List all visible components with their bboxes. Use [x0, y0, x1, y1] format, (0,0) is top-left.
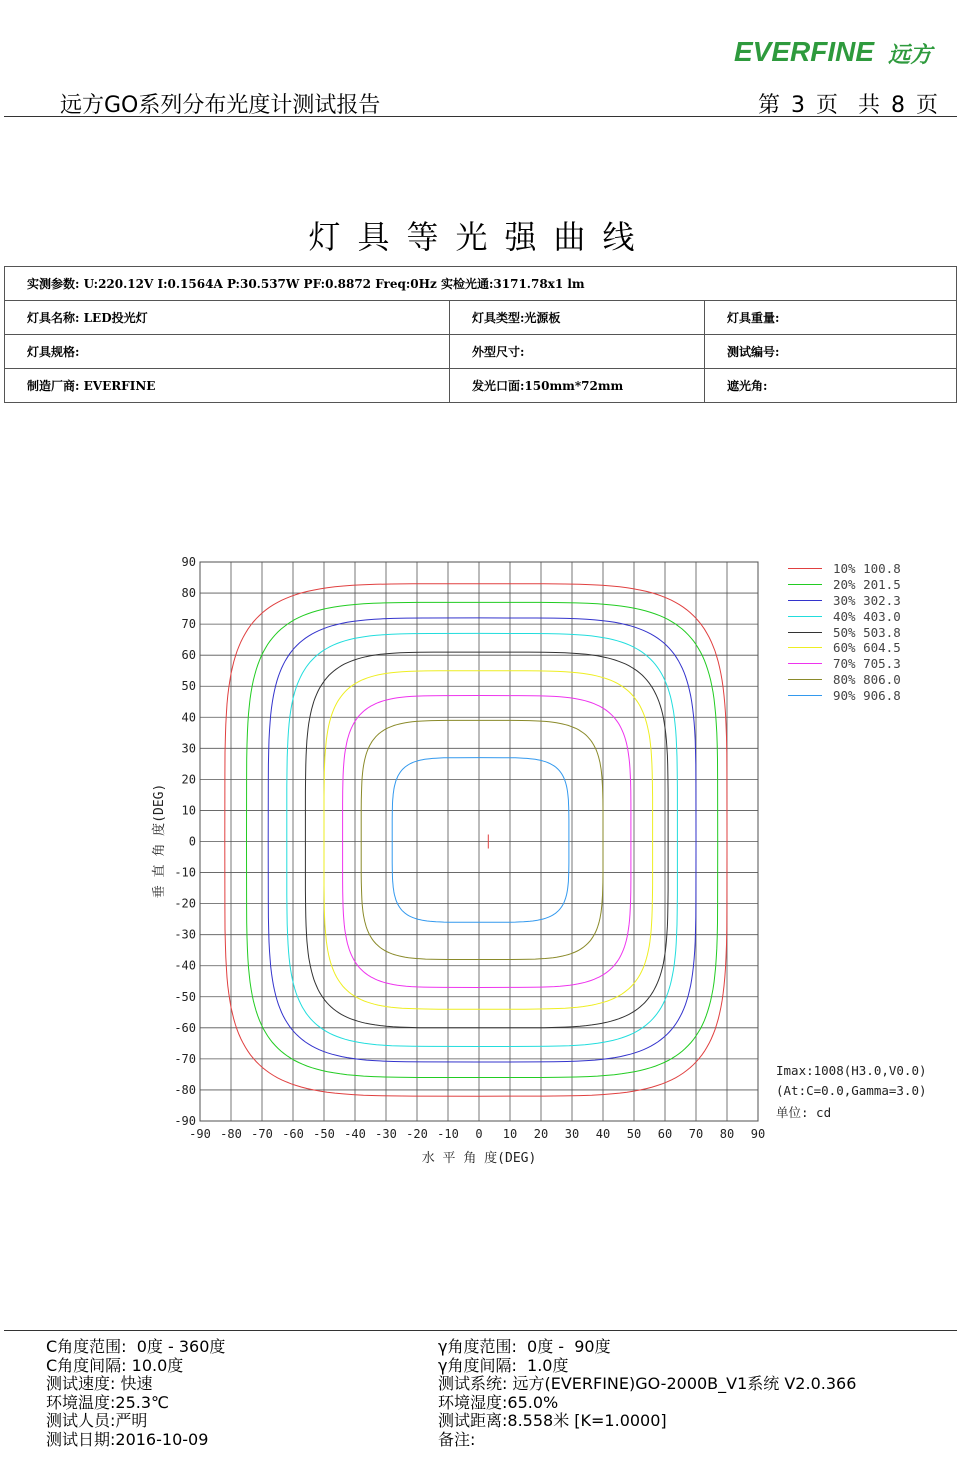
company-logo: EVERFINE [734, 36, 875, 67]
gamma-angle-range: γ角度范围: 0度 - 90度 [438, 1337, 611, 1356]
legend-item [788, 593, 901, 609]
contour-line-3 [268, 618, 696, 1062]
test-person: 测试人员:严明 [46, 1411, 148, 1431]
y-tick-label: 60 [181, 648, 196, 663]
legend-swatch [788, 663, 822, 664]
y-axis-label: 垂 直 角 度(DEG) [152, 783, 167, 899]
x-tick-label: -60 [282, 1127, 304, 1141]
x-tick-label: -50 [313, 1127, 335, 1141]
table-row [5, 369, 957, 403]
chart-ticks [174, 555, 765, 1141]
test-parameters-table [4, 266, 957, 403]
report-title: 远方GO系列分布光度计测试报告 [60, 93, 381, 118]
imax-at-info: (At:C=0.0,Gamma=3.0) [776, 1083, 927, 1098]
legend-swatch [788, 568, 822, 569]
x-tick-label: -30 [375, 1127, 397, 1141]
x-tick-label: 80 [719, 1127, 735, 1141]
page-number: 第 3 页 共 8 页 [758, 93, 940, 118]
x-tick-label: 40 [595, 1127, 611, 1141]
x-axis-label: 水 平 角 度(DEG) [421, 1151, 537, 1166]
table-row [5, 301, 957, 335]
test-system: 测试系统: 远方(EVERFINE)GO-2000B_V1系统 V2.0.366 [438, 1374, 857, 1394]
x-tick-label: -20 [406, 1127, 428, 1141]
legend-label: 50% 503.8 [833, 624, 901, 640]
legend-item [788, 577, 901, 593]
legend-label: 60% 604.5 [833, 640, 901, 656]
y-tick-label: -60 [174, 1020, 196, 1035]
y-tick-label: -90 [174, 1114, 196, 1128]
footer-left [46, 1338, 225, 1450]
legend-swatch [788, 679, 822, 680]
x-tick-label: -90 [189, 1127, 211, 1141]
legend-label: 20% 201.5 [833, 577, 901, 593]
test-distance: 测试距离:8.558米 [K=1.0000] [438, 1411, 667, 1431]
imax-info: Imax:1008(H3.0,V0.0) [776, 1063, 927, 1078]
x-tick-label: 60 [657, 1127, 673, 1141]
x-tick-label: 0 [475, 1127, 483, 1141]
unit-info: 单位: cd [776, 1105, 832, 1120]
footer-divider [4, 1330, 957, 1331]
lamp-spec: 灯具规格: [5, 335, 450, 369]
y-tick-label: -80 [174, 1082, 196, 1097]
legend-item [788, 640, 901, 656]
y-tick-label: 10 [181, 803, 196, 818]
legend-item [788, 624, 901, 640]
test-number: 测试编号: [705, 335, 957, 369]
legend-label: 10% 100.8 [833, 561, 901, 577]
legend-swatch [788, 647, 822, 648]
x-tick-label: -80 [220, 1127, 242, 1141]
contour-line-8 [361, 720, 603, 959]
cutoff-angle: 遮光角: [705, 369, 957, 403]
test-date: 测试日期:2016-10-09 [46, 1429, 209, 1449]
contour-line-2 [247, 602, 718, 1077]
legend-label: 40% 403.0 [833, 608, 901, 624]
legend-swatch [788, 695, 822, 696]
y-tick-label: 0 [188, 834, 196, 849]
contour-line-9 [392, 758, 569, 923]
ambient-humidity: 环境湿度:65.0% [438, 1392, 559, 1412]
chart-legend [788, 561, 901, 703]
y-tick-label: -70 [174, 1051, 196, 1066]
legend-label: 90% 906.8 [833, 687, 901, 703]
legend-swatch [788, 600, 822, 601]
x-tick-label: -10 [437, 1127, 459, 1141]
legend-item [788, 656, 901, 672]
measured-params: 实测参数: U:220.12V I:0.1564A P:30.537W PF:0.8872 Freq:0Hz 实检光通:3171.78x1 lm [5, 267, 957, 301]
y-tick-label: 70 [181, 617, 196, 632]
y-tick-label: -20 [174, 896, 196, 911]
x-tick-label: 10 [502, 1127, 518, 1141]
legend-item [788, 672, 901, 688]
y-tick-label: -50 [174, 989, 196, 1004]
legend-swatch [788, 616, 822, 617]
c-angle-step: C角度间隔: 10.0度 [46, 1355, 184, 1375]
legend-label: 80% 806.0 [833, 671, 901, 687]
x-tick-label: -40 [344, 1127, 366, 1141]
legend-label: 30% 302.3 [833, 592, 901, 608]
lamp-name: 灯具名称: LED投光灯 [5, 301, 450, 335]
x-tick-label: -70 [251, 1127, 273, 1141]
header-divider [4, 116, 957, 117]
x-tick-label: 90 [750, 1127, 766, 1141]
legend-item [788, 561, 901, 577]
dimensions: 外型尺寸: [450, 335, 705, 369]
contour-line-5 [305, 652, 668, 1028]
y-tick-label: 40 [181, 710, 196, 725]
emit-area: 发光口面:150mm*72mm [450, 369, 705, 403]
legend-item [788, 687, 901, 703]
lamp-type: 灯具类型:光源板 [450, 301, 705, 335]
y-tick-label: -30 [174, 927, 196, 942]
x-tick-label: 70 [688, 1127, 704, 1141]
y-tick-label: 50 [181, 679, 196, 694]
y-tick-label: -40 [174, 958, 196, 973]
table-row [5, 335, 957, 369]
gamma-angle-step: γ角度间隔: 1.0度 [438, 1355, 569, 1375]
legend-item [788, 608, 901, 624]
company-logo-cn: 远方 [888, 43, 933, 68]
chart-contours [225, 584, 727, 1096]
footer-right [438, 1338, 856, 1450]
remark: 备注: [438, 1429, 476, 1449]
x-tick-label: 20 [533, 1127, 549, 1141]
y-tick-label: 80 [181, 586, 196, 601]
y-tick-label: 20 [181, 772, 196, 787]
ambient-temp: 环境温度:25.3℃ [46, 1392, 169, 1412]
legend-swatch [788, 632, 822, 633]
y-tick-label: 30 [181, 741, 196, 756]
c-angle-range: C角度范围: 0度 - 360度 [46, 1337, 226, 1356]
legend-label: 70% 705.3 [833, 656, 901, 672]
x-tick-label: 30 [564, 1127, 580, 1141]
manufacturer: 制造厂商: EVERFINE [5, 369, 450, 403]
y-tick-label: -10 [174, 865, 196, 880]
legend-swatch [788, 584, 822, 585]
lamp-weight: 灯具重量: [705, 301, 957, 335]
x-tick-label: 50 [626, 1127, 642, 1141]
page-title: 灯具等光强曲线 [308, 218, 652, 256]
y-tick-label: 90 [181, 555, 196, 569]
test-speed: 测试速度: 快速 [46, 1374, 153, 1394]
chart-grid [200, 562, 758, 1121]
table-row [5, 267, 957, 301]
